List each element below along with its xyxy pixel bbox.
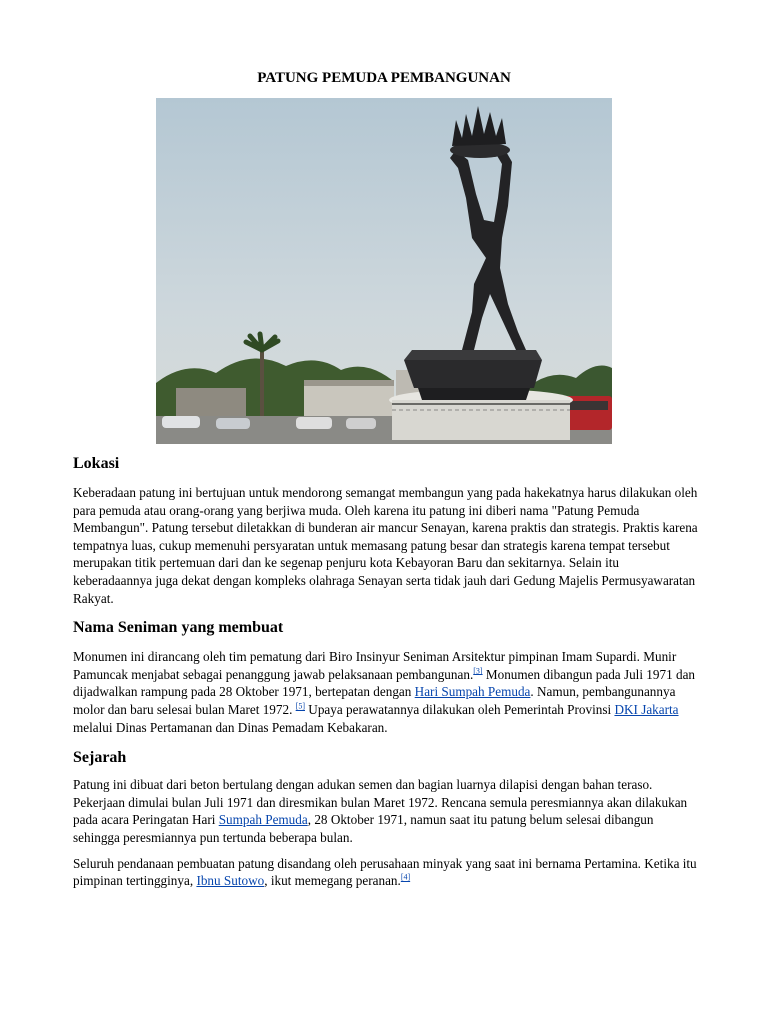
reference-5[interactable]: [5] (295, 701, 305, 711)
link-hari-sumpah-pemuda[interactable]: Hari Sumpah Pemuda (414, 684, 531, 700)
paragraph-text: , ikut memegang peranan. (264, 873, 401, 889)
paragraph-text: Upaya perawatannya dilakukan oleh Pemerintah Provinsi (305, 701, 615, 717)
section-heading-sejarah: Sejarah (73, 749, 127, 767)
link-sumpah-pemuda[interactable]: Sumpah Pemuda (218, 812, 308, 828)
statue-photo (156, 98, 612, 444)
paragraph-text: Seluruh pendanaan pembuatan patung disandang oleh perusahaan minyak yang saat ini bernama Pertamina. Ketika itu pimpinan tertingginya, (73, 855, 697, 889)
document-title: PATUNG PEMUDA PEMBANGUNAN (257, 70, 511, 86)
section-heading-seniman: Nama Seniman yang membuat (73, 619, 284, 637)
section-heading-lokasi: Lokasi (73, 455, 120, 472)
document-body (73, 452, 698, 890)
reference-3[interactable]: [3] (473, 666, 483, 676)
paragraph-sejarah-1 (73, 776, 698, 846)
paragraph-text: . Namun, pembangunannya molor dan baru selesai bulan Maret 1972. (73, 684, 676, 717)
link-ibnu-sutowo[interactable]: Ibnu Sutowo (196, 873, 265, 889)
paragraph-text: Patung ini dibuat dari beton bertulang dengan adukan semen dan bagian luarnya dilapisi dengan bahan teraso. Pekerjaan dimulai bulan Juli 1971 dan diresmikan bulan Maret 1972. Rencana semula peresmiannya akan dilakukan pada acara Peringatan Hari (73, 777, 688, 828)
paragraph-text: , 28 Oktober 1971, namun saat itu patung belum selesai dibangun sehingga peresmiannya pun tertunda beberapa bulan. (73, 812, 654, 845)
paragraph-text: Monumen ini dirancang oleh tim pematung dari Biro Insinyur Seniman Arsitektur pimpinan Imam Supardi. Munir Pamuncak menjabat sebagai penanggung jawab pelaksanaan pembangunan. (73, 649, 677, 682)
paragraph-text: melalui Dinas Pertamanan dan Dinas Pemadam Kebakaran. (73, 719, 388, 735)
link-dki-jakarta[interactable]: DKI Jakarta (614, 701, 679, 717)
paragraph-lokasi: Keberadaan patung ini bertujuan untuk mendorong semangat membangun yang pada hakekatnya harus dilakukan oleh para pemuda atau orang-orang yang berjiwa muda. Oleh karena itu patung ini diberi nama "Patung Pemuda Membangun". Patung tersebut diletakkan di bunderan air mancur Senayan, karena praktis dan strategis. Praktis karena tempatnya luas, cukup memenuhi persyaratan untuk memasang patung besar dan strategis karena tempat tersebut merupakan titik pertemuan dari dan ke segenap penjuru kota Kebayoran Baru dan sekitarnya. Selain itu keberadaannya juga dekat dengan kompleks olahraga Senayan serta tidak jauh dari Gedung Majelis Permusyawaratan Rakyat. (73, 485, 698, 606)
paragraph-seniman (73, 648, 698, 736)
paragraph-sejarah-2 (73, 855, 698, 890)
paragraph-text: Monumen dibangun pada Juli 1971 dan dijadwalkan rampung pada 28 Oktober 1971, bertepatan dengan (73, 666, 696, 700)
reference-4[interactable]: [4] (400, 872, 411, 882)
